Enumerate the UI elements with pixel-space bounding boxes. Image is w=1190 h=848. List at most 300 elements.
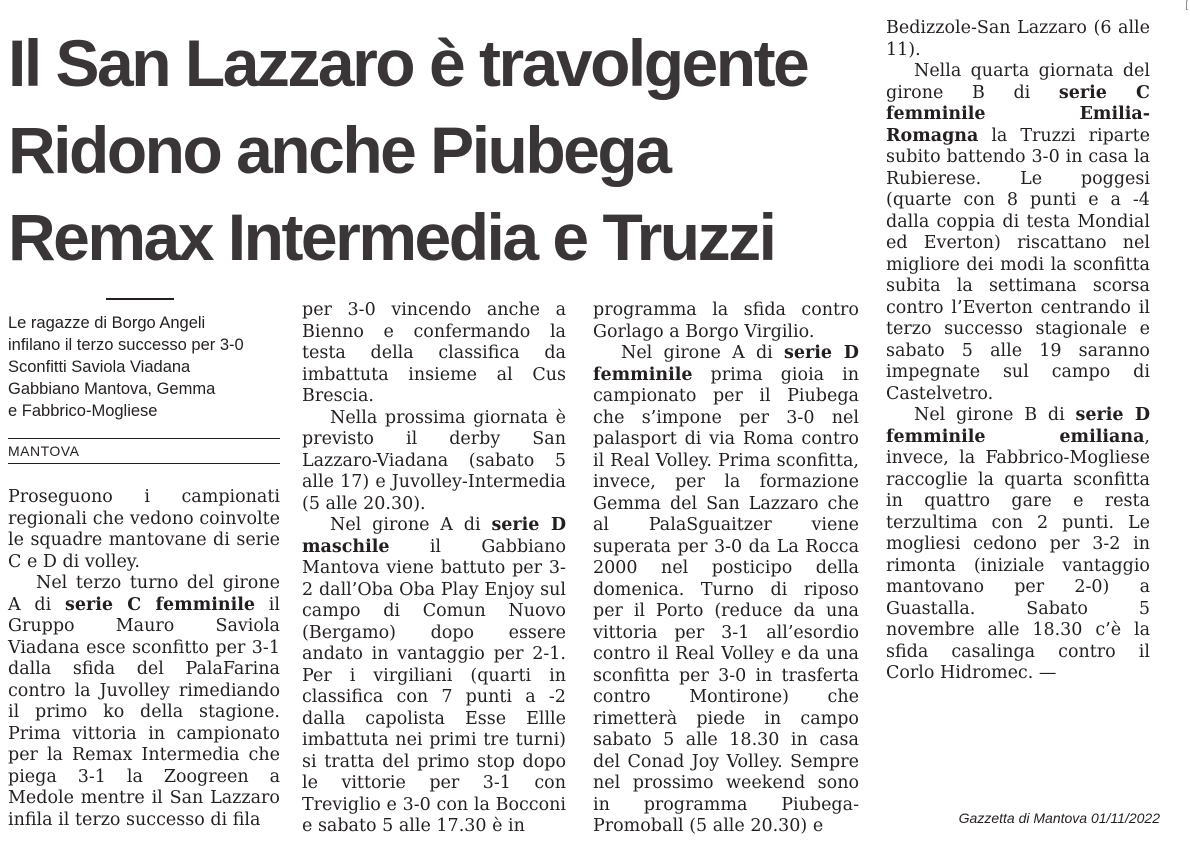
paragraph-text (540, 300, 556, 320)
paragraph-text: saranno (1078, 340, 1150, 361)
league-highlight: femminile (593, 364, 693, 385)
paragraph-text (973, 276, 989, 296)
summary-line: e Fabbrico-Mogliese (8, 402, 158, 420)
paragraph-text: Bienno (302, 321, 364, 342)
paragraph-text: settimana (988, 276, 1077, 296)
paragraph-text (684, 580, 700, 600)
paragraph-text: andato (302, 644, 363, 664)
paragraph-text (779, 730, 791, 750)
paragraph-text (981, 169, 1020, 189)
paragraph-text: 3-1 (77, 766, 106, 787)
paragraph-text (824, 365, 842, 385)
paragraph-text (389, 365, 409, 385)
paragraph-text: viene (811, 515, 859, 535)
article-column-2 (302, 300, 566, 838)
paragraph-text: Fabbrico-Mogliese (985, 448, 1150, 468)
paragraph-text (985, 83, 1014, 103)
paragraph-text: fila (232, 809, 261, 830)
paragraph-text: nel (661, 558, 689, 578)
paragraph-text: Per (302, 665, 332, 686)
paragraph-text (145, 788, 152, 808)
paragraph-text: in (764, 708, 782, 729)
paragraph-text (661, 494, 670, 514)
paragraph-text (542, 558, 549, 578)
paragraph-text: battuto (440, 558, 506, 578)
paragraph-text (1018, 190, 1030, 210)
paragraph-text (21, 595, 35, 615)
paragraph-text (240, 745, 249, 765)
paragraph-text: battendo (946, 147, 1026, 167)
paragraph-text (697, 300, 712, 320)
paragraph-text (1114, 61, 1123, 81)
paragraph-text (791, 644, 798, 664)
paragraph-text: casa (819, 730, 859, 750)
paragraph-text: contro (593, 644, 651, 664)
paragraph-text: Lazzaro (1017, 18, 1087, 38)
paragraph-text: piede (696, 708, 746, 729)
paragraph-text: turni) (515, 730, 566, 750)
paragraph-text: il (1138, 641, 1150, 662)
paragraph-text: 17.30 (436, 816, 487, 836)
paragraph-text (536, 687, 549, 707)
paragraph-text: contro (8, 680, 66, 701)
paragraph-text (1077, 276, 1093, 296)
paragraph-text (1107, 233, 1123, 253)
paragraph-text: il (8, 702, 20, 722)
paragraph-text: (quarte (886, 190, 952, 210)
paragraph-text: Cus (532, 364, 566, 385)
paragraph-text: da (793, 601, 816, 621)
paragraph-text (1030, 83, 1059, 103)
paragraph-text (515, 752, 523, 772)
paragraph-text: stagionale (1035, 319, 1127, 339)
paragraph-text: le (302, 773, 318, 793)
paragraph-text: Rubierese. (886, 168, 982, 189)
paragraph-text: contro (801, 300, 859, 320)
paragraph-text: B (971, 82, 985, 103)
paragraph-text (652, 343, 663, 363)
summary (8, 312, 280, 422)
paragraph-text: turno (129, 573, 179, 593)
paragraph-text: all’esordio (766, 622, 859, 643)
paragraph-text: PalaFarina (185, 659, 280, 679)
paragraph-text: Gemma (593, 493, 661, 514)
paragraph-text (1029, 362, 1052, 382)
paragraph-text: 20.30). (363, 493, 426, 514)
paragraph-text: per (675, 472, 706, 492)
paragraph-text: la (724, 472, 741, 492)
paragraph-text (1116, 642, 1139, 662)
paragraph-text (106, 767, 127, 787)
paragraph-text: Turno (700, 579, 754, 600)
paragraph-text: alle (990, 340, 1023, 361)
league-highlight: D (1134, 405, 1150, 425)
paragraph-text (956, 556, 974, 576)
paragraph-text: Roma (742, 429, 794, 449)
paragraph-text (394, 322, 414, 342)
paragraph-text: Rocca (805, 536, 859, 557)
paragraph-text: vittoria (593, 622, 658, 643)
paragraph-text (684, 752, 691, 772)
paragraph-text: sabato (886, 340, 945, 361)
paragraph-text (1076, 126, 1089, 146)
paragraph-text (485, 644, 494, 664)
paragraph-text: dopo (522, 751, 566, 772)
paragraph-text: Sabato (1026, 598, 1088, 619)
paragraph-text: una (826, 644, 859, 664)
paragraph-text (453, 515, 464, 535)
paragraph-text: coppia (936, 211, 996, 232)
paragraph-text (355, 666, 373, 686)
paragraph-text (1013, 405, 1024, 425)
paragraph-text (696, 386, 713, 406)
paragraph-text (657, 623, 674, 643)
paragraph-text: derby (449, 429, 501, 449)
paragraph (886, 405, 1150, 685)
paragraph-text: (reduce (714, 601, 783, 621)
paragraph-text (1048, 513, 1062, 533)
paragraph-text: Hidromec. (940, 663, 1034, 683)
paragraph-text (183, 702, 199, 722)
paragraph-text (651, 687, 690, 707)
paragraph-text (704, 623, 721, 643)
paragraph-text (506, 709, 526, 729)
paragraph-text: Lazzaro-Viadana (302, 450, 449, 471)
paragraph-text (51, 595, 65, 615)
league-highlight: D (550, 515, 566, 535)
league-highlight (141, 595, 155, 615)
paragraph-text: il (429, 536, 442, 557)
paragraph-text (903, 491, 924, 511)
paragraph-text (688, 558, 712, 578)
paragraph-text: Enjoy (484, 579, 535, 600)
paragraph-text: e (1088, 190, 1099, 210)
paragraph-text: per (1049, 534, 1080, 554)
paragraph-text: prossima (384, 407, 466, 428)
paragraph-text (434, 558, 441, 578)
paragraph-text: nel (593, 773, 621, 793)
paragraph-text: 3-1 (251, 637, 280, 658)
paragraph-text (57, 767, 78, 787)
paragraph-text (66, 681, 75, 701)
paragraph-text: in (593, 794, 610, 815)
paragraph-text (137, 724, 148, 744)
paragraph-text: alle (987, 620, 1020, 640)
paragraph-text (740, 472, 759, 492)
paragraph-text: riparte (1088, 125, 1150, 146)
paragraph-text (548, 408, 556, 428)
league-highlight: femminile (886, 426, 986, 447)
paragraph-text: e (386, 794, 397, 815)
league-highlight (1107, 83, 1136, 103)
paragraph-text: Joy (691, 751, 720, 772)
paragraph-text (815, 601, 826, 621)
paragraph-text (51, 659, 73, 679)
paragraph-text: campo (800, 708, 859, 729)
summary-line: Le ragazze di Borgo Angeli (8, 314, 206, 332)
paragraph-text: per (593, 601, 623, 621)
paragraph-text: la (46, 745, 63, 765)
paragraph-text: 3-0 (713, 536, 743, 557)
paragraph-text: Le (1128, 512, 1150, 533)
paragraph-text: in (842, 364, 859, 385)
paragraph-text (952, 190, 964, 210)
paragraph-text: la (712, 300, 729, 320)
paragraph-text: 5 (961, 340, 973, 361)
paragraph-text: punti. (1062, 512, 1115, 533)
paragraph-text: da (748, 536, 771, 557)
paragraph-text: con (534, 773, 566, 793)
paragraph-text: cedono (973, 534, 1037, 554)
paragraph-text: c’è (1095, 620, 1122, 640)
paragraph-text: Zoogreen (163, 766, 249, 787)
league-highlight: serie (491, 515, 540, 535)
paragraph-text: e (812, 816, 824, 836)
paragraph-text: (iniziale (973, 555, 1045, 576)
paragraph-text (749, 623, 766, 643)
paragraph-text (984, 577, 1014, 597)
paragraph-text: Lazzaro (210, 788, 280, 808)
paragraph (302, 515, 566, 838)
paragraph-text (513, 365, 533, 385)
paragraph-text (949, 448, 959, 468)
paragraph-text: in (1133, 534, 1150, 554)
paragraph-text (414, 343, 439, 363)
paragraph-text: la (977, 469, 994, 490)
paragraph-text: sul (540, 579, 566, 600)
paragraph-text: alle (685, 730, 718, 750)
paragraph-text (1063, 470, 1073, 490)
paragraph-text (771, 386, 788, 406)
paragraph-text: vittoria (72, 723, 137, 744)
paragraph (886, 18, 1150, 61)
paragraph-text: dall’Oba (318, 579, 394, 600)
paragraph-text: contro (593, 687, 651, 707)
paragraph (8, 573, 280, 831)
paragraph-text: Nella (330, 407, 378, 428)
paragraph-text (774, 644, 781, 664)
league-highlight (1123, 405, 1134, 425)
league-highlight: femminile (155, 594, 256, 615)
paragraph-text (1088, 599, 1139, 619)
paragraph-text (980, 362, 1003, 382)
paragraph-text (928, 642, 951, 662)
paragraph-text (1109, 577, 1139, 597)
paragraph-text (345, 709, 365, 729)
paragraph-text: campionato (176, 723, 280, 744)
paragraph-text: sconfitto (132, 637, 209, 658)
paragraph-text (376, 300, 392, 320)
paragraph-text: campo (302, 601, 361, 621)
paragraph-text: Intermedia (141, 745, 240, 765)
paragraph-text (406, 773, 429, 793)
paragraph-text: dei (966, 254, 994, 275)
paragraph-text: modi (1000, 254, 1045, 275)
paragraph-text (214, 573, 223, 593)
paragraph-text: Nel (914, 405, 946, 425)
paragraph-text: sfida (72, 659, 116, 679)
paragraph-text: campo (1051, 362, 1111, 382)
league-highlight (986, 104, 1080, 124)
paragraph-text: 11). (886, 39, 921, 60)
paragraph-text (792, 558, 816, 578)
paragraph-text: per (8, 745, 38, 765)
paragraph-text (808, 730, 820, 750)
paragraph-text: formazione (759, 472, 859, 492)
paragraph-text: 3-0 (718, 665, 747, 686)
paragraph-text: per (678, 665, 709, 686)
paragraph-text: San (169, 788, 204, 808)
paragraph-text: Montirone) (689, 687, 789, 707)
league-highlight (539, 515, 550, 535)
league-highlight: serie (784, 343, 832, 363)
paragraph-text: il (593, 450, 605, 471)
paragraph-text: prossimo (632, 773, 714, 793)
paragraph-text (652, 730, 664, 750)
paragraph-text (1127, 319, 1140, 339)
paragraph-text (1033, 298, 1041, 318)
paragraph-text (512, 687, 525, 707)
paragraph-text: 20.30) (750, 816, 808, 836)
paragraph-text: Nel (330, 515, 362, 535)
paragraph-text (361, 601, 384, 621)
paragraph-text: girone (372, 515, 430, 535)
paragraph-text: A (8, 594, 21, 615)
paragraph-text (754, 580, 770, 600)
paragraph-text (995, 190, 1007, 210)
paragraph-text: in (790, 730, 808, 750)
paragraph-text: sabato (317, 816, 377, 836)
paragraph-text (38, 745, 47, 765)
paragraph-text: di (1002, 211, 1020, 232)
paragraph-text (728, 300, 743, 320)
paragraph-text (721, 343, 732, 363)
paragraph-text: della (140, 702, 184, 722)
paragraph (8, 487, 280, 573)
paragraph-text: (6 (1093, 18, 1112, 38)
paragraph-text: via (709, 429, 736, 449)
paragraph-text: alle (302, 472, 334, 492)
paragraph-text: girone (663, 343, 721, 363)
paragraph-text (709, 666, 718, 686)
article-column-4 (886, 18, 1150, 685)
paragraph-text: la (991, 125, 1008, 146)
paragraph-text: di (1133, 362, 1150, 382)
paragraph-text: 3-1 (482, 773, 511, 793)
paragraph (302, 408, 566, 516)
paragraph-text: il (406, 429, 418, 449)
paragraph-text: stagione. (199, 702, 280, 722)
paragraph-text: 18.30 (1032, 620, 1083, 640)
league-highlight: Emilia-Romagna (886, 104, 1150, 146)
paragraph-text: Gruppo (8, 616, 75, 636)
paragraph-text: 17) (340, 472, 370, 492)
paragraph-text: il (151, 788, 163, 808)
league-highlight (113, 595, 127, 615)
paragraph-text: quarta (1004, 469, 1063, 490)
paragraph-text (610, 795, 644, 815)
league-highlight: emiliana (1059, 426, 1145, 447)
paragraph-text: per (512, 558, 543, 578)
paragraph-text: per (677, 536, 708, 557)
paragraph-text: s’impone (641, 407, 722, 428)
paragraph-text (390, 537, 430, 557)
paragraph-text: di (684, 429, 702, 449)
paragraph-text: (sabato (468, 450, 535, 471)
paragraph-text: mantovano (886, 577, 984, 597)
summary-line: Gabbiano Mantova, Gemma (8, 380, 216, 398)
paragraph-text: sul (1002, 362, 1029, 382)
paragraph-text (961, 61, 970, 81)
paragraph-text: weekend (726, 773, 806, 793)
paragraph-text (409, 752, 417, 772)
paragraph-text: nei (395, 730, 423, 750)
paragraph-text: in (508, 816, 525, 836)
paragraph-text: quarta (970, 61, 1030, 81)
paragraph-text: Guastalla. (886, 598, 976, 619)
paragraph-text (1080, 534, 1093, 554)
paragraph-text: Ellle (526, 708, 566, 729)
paragraph-text (960, 534, 973, 554)
paragraph-text (620, 752, 627, 772)
paragraph-text: di (383, 601, 401, 621)
paragraph-text: Treviglio (302, 794, 381, 815)
paragraph-text: campionato (593, 386, 697, 406)
paragraph-text: gare (1011, 491, 1052, 511)
paragraph-text (781, 709, 800, 729)
paragraph-text: riposo (803, 579, 859, 600)
paragraph-text: 3-0 (1031, 147, 1060, 167)
paragraph-text: domenica. (593, 579, 685, 600)
paragraph-text: -4 (1132, 190, 1150, 210)
paragraph-text: palasport (593, 429, 677, 449)
paragraph-text (445, 709, 465, 729)
paragraph-text (534, 451, 555, 471)
paragraph-text (1044, 556, 1062, 576)
paragraph-text: Oba (399, 579, 436, 600)
paragraph-text: Porto (655, 601, 704, 621)
paragraph-text: Borgo (685, 321, 739, 342)
paragraph-text (124, 702, 140, 722)
paragraph-text (1131, 298, 1139, 318)
paragraph-text: 3-2 (1092, 534, 1121, 554)
paragraph-text: Truzzi (1020, 125, 1076, 146)
paragraph-text (975, 599, 1026, 619)
paragraph-text: in (886, 491, 903, 511)
paragraph-text: del (593, 751, 621, 772)
paragraph-text (74, 788, 81, 808)
paragraph-text: alle (712, 816, 745, 836)
paragraph-text (143, 767, 164, 787)
paragraph-text: Gorlago (593, 321, 664, 342)
paragraph-text: centrando (1040, 297, 1131, 318)
paragraph-text (115, 659, 137, 679)
paragraph-text: terzultima (886, 512, 978, 533)
paragraph-text: vantaggio (1062, 555, 1150, 576)
paragraph-text (509, 730, 516, 750)
paragraph-text: 3-1 (721, 622, 750, 643)
paragraph-text: Nel (621, 343, 653, 363)
paragraph-text (377, 408, 385, 428)
paragraph-text (697, 494, 706, 514)
paragraph-text: rimediando (178, 680, 280, 701)
paragraph-text: prima (710, 364, 763, 385)
paragraph-text: Corlo (886, 663, 935, 683)
paragraph-text (722, 408, 739, 428)
paragraph-text: a (1110, 190, 1121, 210)
paragraph-text: sconfitta, (776, 450, 859, 471)
paragraph-text (703, 601, 714, 621)
